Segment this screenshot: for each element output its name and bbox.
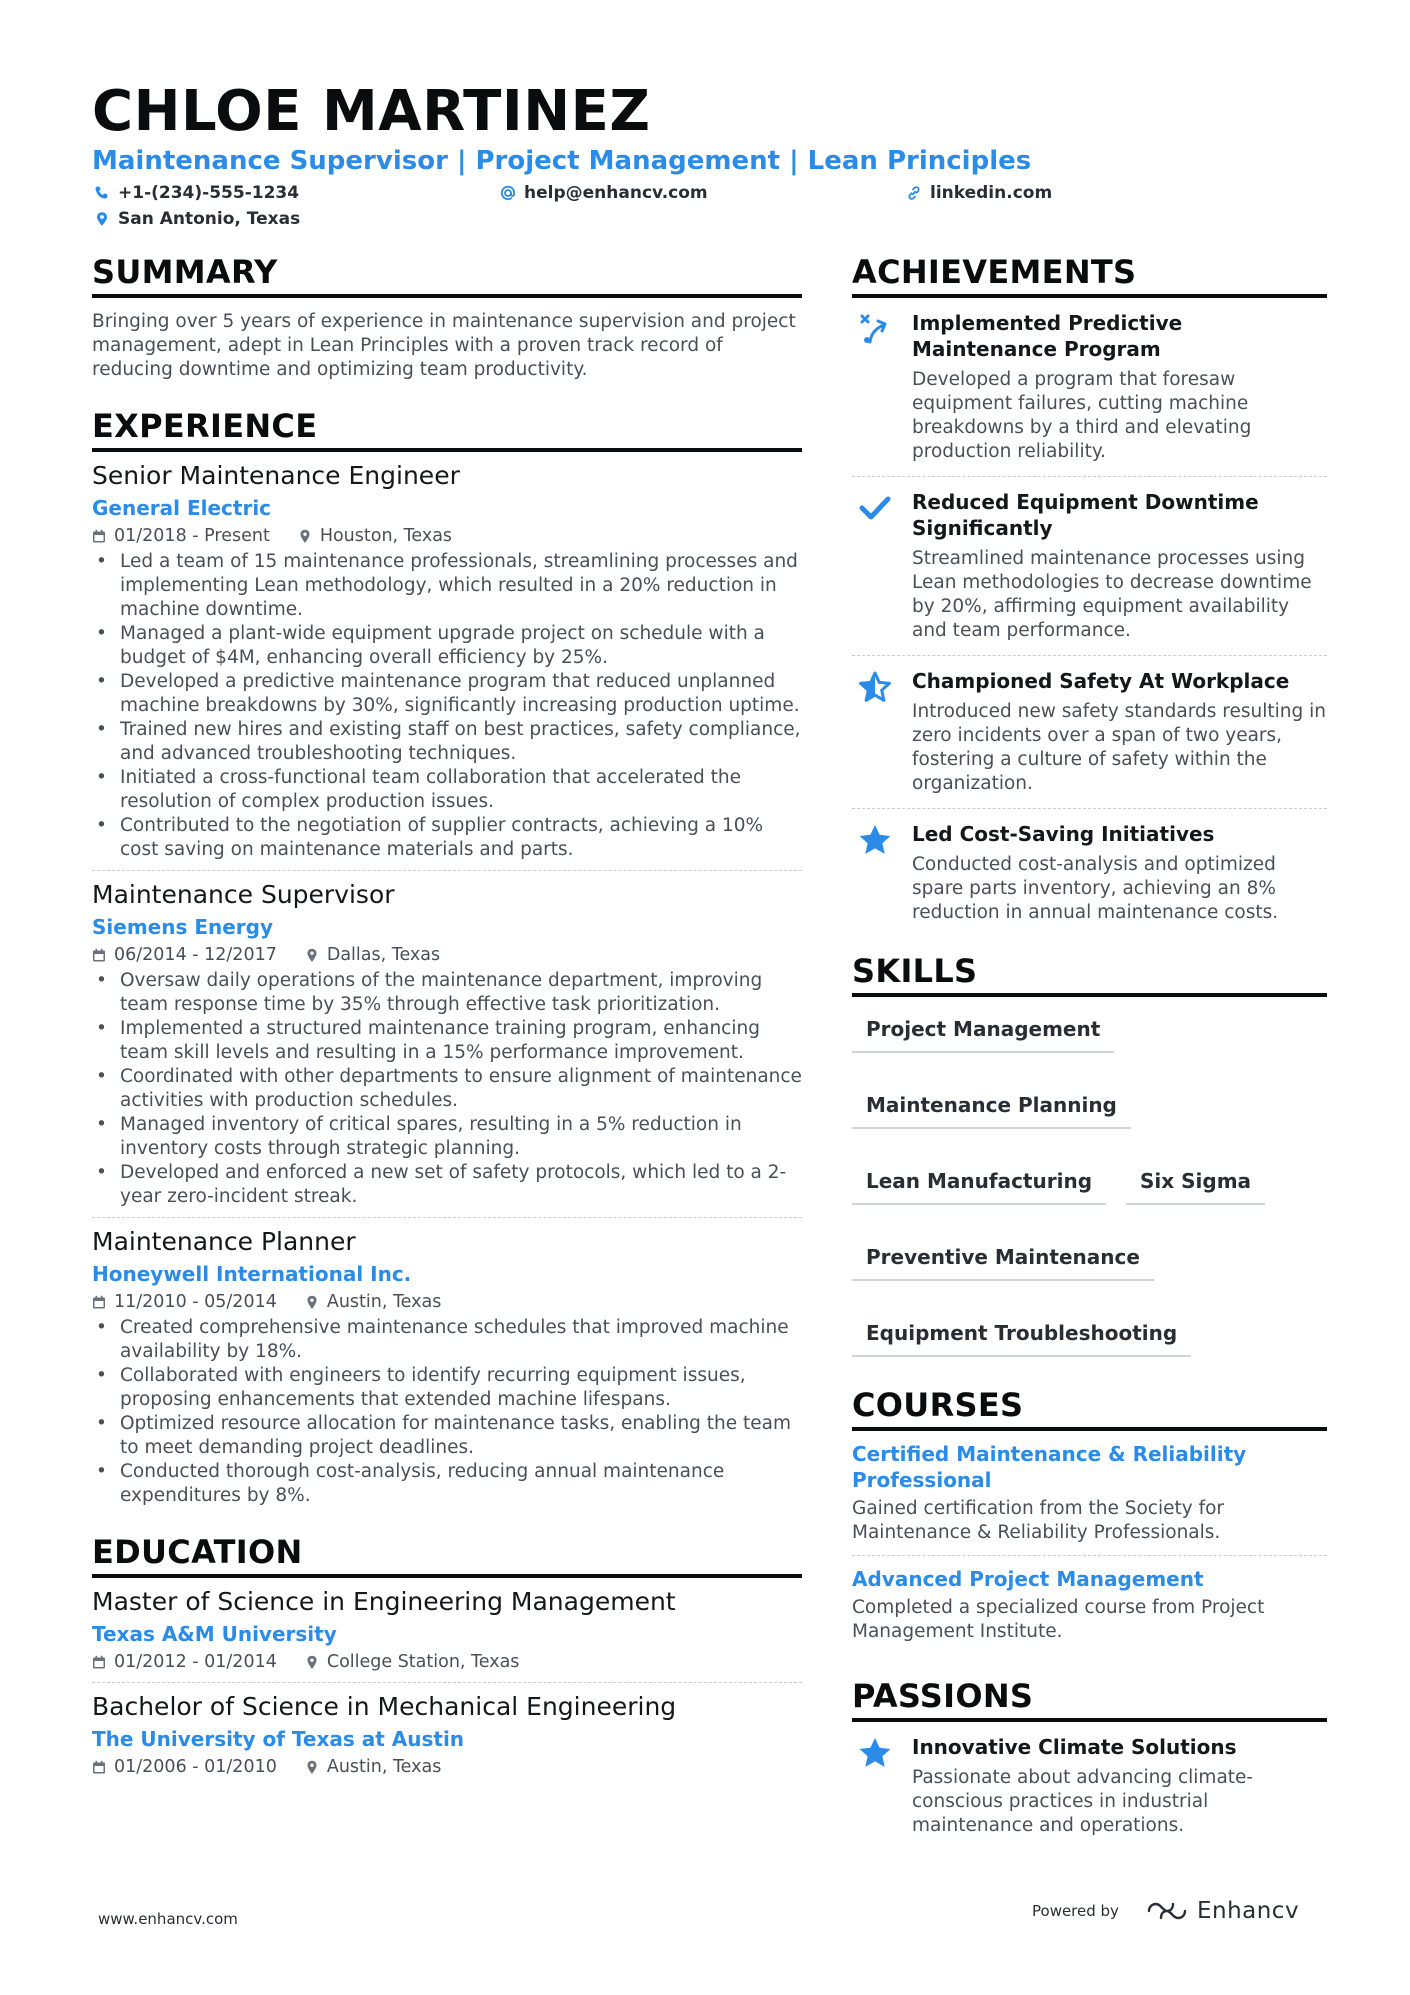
- achievement-item: [852, 656, 1327, 809]
- school-name: The University of Texas at Austin: [92, 1727, 465, 1751]
- job-dates: 11/2010 - 05/2014: [114, 1292, 277, 1312]
- school-name: Texas A&M University: [92, 1622, 337, 1646]
- education-meta: [92, 1650, 802, 1674]
- courses-list: [852, 1431, 1327, 1654]
- bullet-item: • Coordinated with other departments to ensure alignment of maintenance activities with production schedules.: [92, 1065, 802, 1113]
- location-pin-icon: [305, 1760, 319, 1775]
- experience-list: [92, 452, 802, 1532]
- location-pin-icon: [305, 1655, 319, 1670]
- contact-phone[interactable]: [94, 182, 299, 204]
- education-entry: [92, 1683, 802, 1787]
- job-meta: [92, 524, 802, 548]
- calendar-icon: [92, 529, 106, 544]
- job-bullets: [92, 1316, 802, 1508]
- strategy-icon: [858, 312, 892, 346]
- job-entry: [92, 871, 802, 1218]
- skills-heading: SKILLS: [852, 951, 1327, 997]
- achievement-item: [852, 477, 1327, 656]
- job-entry: [92, 1218, 802, 1532]
- job-meta: [92, 943, 802, 967]
- bullet-item: • Led a team of 15 maintenance professionals, streamlining processes and implementing Lean methodology, which resulted in a 20% reduction in machine downtime.: [92, 550, 802, 622]
- summary-text: Bringing over 5 years of experience in maintenance supervision and project management, adept in Lean Principles with a proven track record of reducing downtime and optimizing team productivity.: [92, 311, 796, 380]
- skill-tag: Lean Manufacturing: [852, 1165, 1106, 1205]
- education-entry: [92, 1578, 802, 1683]
- job-location: Houston, Texas: [319, 526, 453, 546]
- location-pin-icon: [298, 529, 312, 544]
- location-text: San Antonio, Texas: [118, 209, 301, 229]
- bullet-item: • Contributed to the negotiation of supplier contracts, achieving a 10% cost saving on maintenance materials and parts.: [92, 814, 802, 862]
- company-name: Honeywell International Inc.: [92, 1262, 412, 1286]
- enhancv-logo-icon: [1145, 1899, 1189, 1923]
- skill-tag: Maintenance Planning: [852, 1089, 1131, 1129]
- bullet-item: • Managed inventory of critical spares, resulting in a 5% reduction in inventory costs through strategic planning.: [92, 1113, 802, 1161]
- achievement-description: Streamlined maintenance processes using Lean methodologies to decrease downtime by 20%, affirming equipment availability and team performance.: [912, 548, 1312, 641]
- achievement-item: [852, 298, 1327, 477]
- achievement-title: Reduced Equipment Downtime Significantly: [912, 490, 1259, 540]
- education-meta: [92, 1755, 802, 1779]
- candidate-name: CHLOE MARTINEZ: [92, 79, 651, 144]
- passion-description: Passionate about advancing climate-conscious practices in industrial maintenance and operations.: [912, 1767, 1254, 1836]
- phone-icon: [94, 185, 110, 201]
- skill-tag: Equipment Troubleshooting: [852, 1317, 1191, 1357]
- job-location: Dallas, Texas: [326, 945, 441, 965]
- contact-email[interactable]: [500, 182, 708, 204]
- phone-text: +1-(234)-555-1234: [118, 183, 300, 203]
- job-meta: [92, 1290, 802, 1314]
- job-dates: 06/2014 - 12/2017: [114, 945, 277, 965]
- star-icon: [858, 823, 892, 857]
- courses-heading: COURSES: [852, 1385, 1327, 1431]
- job-title: Senior Maintenance Engineer: [92, 461, 460, 490]
- course-title: Certified Maintenance & Reliability Professional: [852, 1442, 1247, 1492]
- achievement-title: Led Cost-Saving Initiatives: [912, 822, 1215, 846]
- job-title: Maintenance Planner: [92, 1227, 356, 1256]
- education-heading: EDUCATION: [92, 1532, 802, 1578]
- job-bullets: [92, 969, 802, 1209]
- job-dates: 01/2018 - Present: [114, 526, 270, 546]
- achievement-description: Introduced new safety standards resulting in zero incidents over a span of two years, fostering a culture of safety within the organization.: [912, 701, 1326, 794]
- education-dates: 01/2012 - 01/2014: [114, 1652, 277, 1672]
- bullet-item: • Optimized resource allocation for maintenance tasks, enabling the team to meet demanding project deadlines.: [92, 1412, 802, 1460]
- job-location: Austin, Texas: [326, 1292, 442, 1312]
- achievement-item: [852, 809, 1327, 937]
- footer-branding: [1032, 1898, 1299, 1924]
- passions-list: [852, 1722, 1327, 1850]
- brand-name: Enhancv: [1196, 1898, 1300, 1924]
- company-name: Siemens Energy: [92, 915, 274, 939]
- job-entry: [92, 452, 802, 871]
- course-description: Completed a specialized course from Project Management Institute.: [852, 1597, 1265, 1642]
- bullet-item: • Developed and enforced a new set of safety protocols, which led to a 2-year zero-incident streak.: [92, 1161, 802, 1209]
- bullet-item: • Oversaw daily operations of the maintenance department, improving team response time by 35% through effective task prioritization.: [92, 969, 802, 1017]
- star-outline-icon: [858, 670, 892, 704]
- education-list: [92, 1578, 802, 1787]
- link-icon: [906, 185, 922, 201]
- calendar-icon: [92, 1760, 106, 1775]
- check-icon: [858, 491, 892, 525]
- education-location: Austin, Texas: [326, 1757, 442, 1777]
- education-location: College Station, Texas: [326, 1652, 520, 1672]
- contact-linkedin[interactable]: [906, 182, 1052, 204]
- linkedin-text: linkedin.com: [930, 183, 1053, 203]
- achievement-title: Championed Safety At Workplace: [912, 669, 1290, 693]
- achievement-description: Developed a program that foresaw equipment failures, cutting machine breakdowns by a third and elevating production reliability.: [912, 369, 1252, 462]
- footer-website[interactable]: www.enhancv.com: [98, 1910, 238, 1928]
- degree-title: Master of Science in Engineering Management: [92, 1587, 676, 1616]
- job-title: Maintenance Supervisor: [92, 880, 395, 909]
- bullet-item: • Trained new hires and existing staff on best practices, safety compliance, and advanced troubleshooting techniques.: [92, 718, 802, 766]
- passions-heading: PASSIONS: [852, 1676, 1327, 1722]
- skill-tag: Six Sigma: [1126, 1165, 1265, 1205]
- contact-location: [94, 208, 300, 230]
- candidate-headline: Maintenance Supervisor | Project Management | Lean Principles: [92, 146, 1032, 176]
- powered-by-label: Powered by: [1032, 1902, 1119, 1920]
- passion-title: Innovative Climate Solutions: [912, 1735, 1237, 1759]
- email-text: help@enhancv.com: [524, 183, 708, 203]
- skills-list: [852, 997, 1327, 1357]
- location-pin-icon: [94, 211, 110, 227]
- bullet-item: • Created comprehensive maintenance schedules that improved machine availability by 18%.: [92, 1316, 802, 1364]
- right-column: [852, 252, 1327, 1850]
- achievement-title: Implemented Predictive Maintenance Program: [912, 311, 1183, 361]
- calendar-icon: [92, 948, 106, 963]
- bullet-item: • Managed a plant-wide equipment upgrade project on schedule with a budget of $4M, enhancing overall efficiency by 25%.: [92, 622, 802, 670]
- bullet-item: • Conducted thorough cost-analysis, reducing annual maintenance expenditures by 8%.: [92, 1460, 802, 1508]
- achievements-list: [852, 298, 1327, 937]
- brand-logo[interactable]: [1145, 1898, 1299, 1924]
- bullet-item: • Collaborated with engineers to identify recurring equipment issues, proposing enhancements that extended machine lifespans.: [92, 1364, 802, 1412]
- experience-heading: EXPERIENCE: [92, 406, 802, 452]
- degree-title: Bachelor of Science in Mechanical Engineering: [92, 1692, 677, 1721]
- calendar-icon: [92, 1655, 106, 1670]
- bullet-item: • Implemented a structured maintenance training program, enhancing team skill levels and resulting in a 15% performance improvement.: [92, 1017, 802, 1065]
- passion-item: [852, 1722, 1327, 1850]
- skill-tag: Preventive Maintenance: [852, 1241, 1154, 1281]
- bullet-item: • Initiated a cross-functional team collaboration that accelerated the resolution of complex production issues.: [92, 766, 802, 814]
- location-pin-icon: [305, 948, 319, 963]
- achievement-description: Conducted cost-analysis and optimized spare parts inventory, achieving an 8% reduction in annual maintenance costs.: [912, 854, 1279, 923]
- education-dates: 01/2006 - 01/2010: [114, 1757, 277, 1777]
- skill-tag: Project Management: [852, 1013, 1114, 1053]
- summary-heading: SUMMARY: [92, 252, 802, 298]
- at-icon: [500, 185, 516, 201]
- bullet-item: • Developed a predictive maintenance program that reduced unplanned machine breakdowns by 30%, significantly increasing production uptime.: [92, 670, 802, 718]
- left-column: [92, 252, 802, 1787]
- star-icon: [858, 1736, 892, 1770]
- course-description: Gained certification from the Society for Maintenance & Reliability Professionals.: [852, 1498, 1225, 1543]
- job-bullets: [92, 550, 802, 862]
- calendar-icon: [92, 1295, 106, 1310]
- course-title: Advanced Project Management: [852, 1567, 1204, 1591]
- achievements-heading: ACHIEVEMENTS: [852, 252, 1327, 298]
- course-item: [852, 1431, 1327, 1556]
- location-pin-icon: [305, 1295, 319, 1310]
- company-name: General Electric: [92, 496, 272, 520]
- course-item: [852, 1556, 1327, 1654]
